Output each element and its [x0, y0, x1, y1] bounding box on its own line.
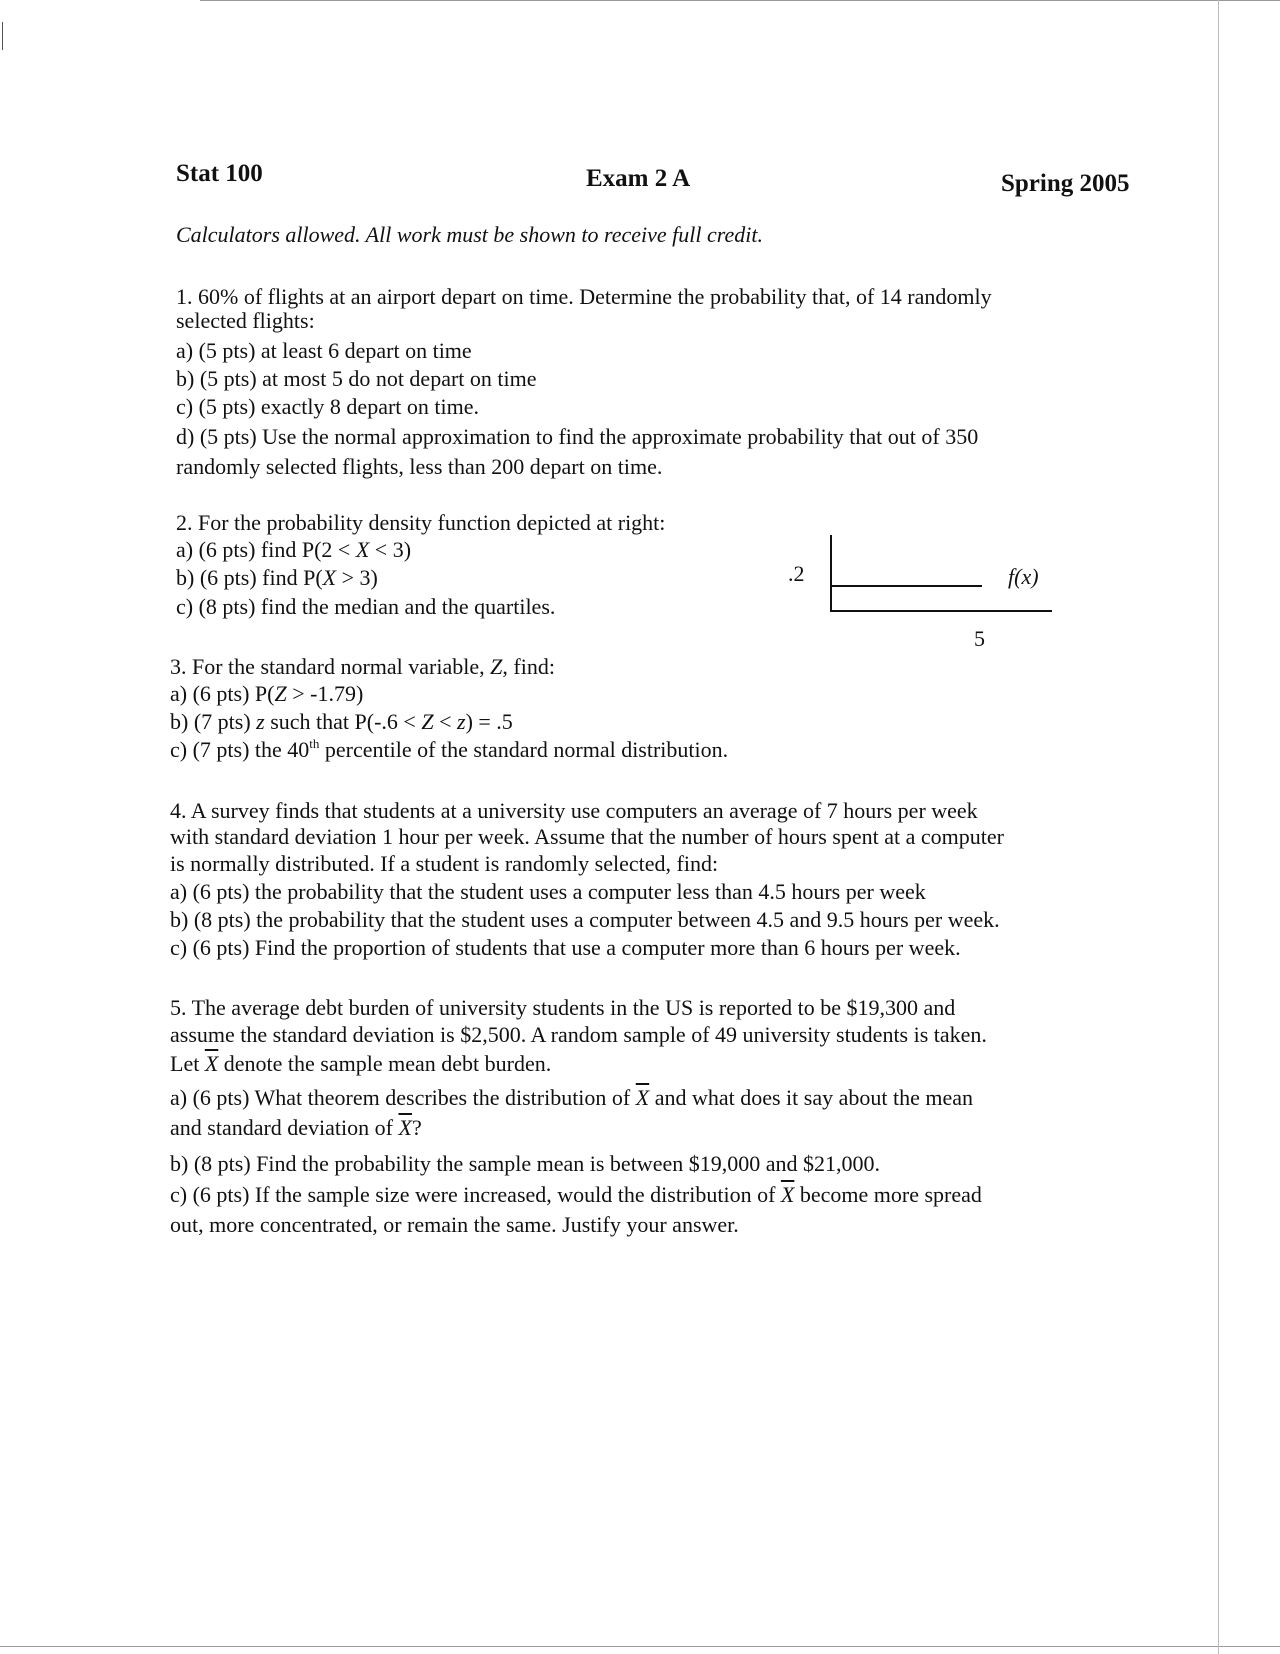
q1-stem-line-1: 1. 60% of flights at an airport depart on time. Determine the probability that, of 14 randomly [176, 284, 992, 309]
scan-mark [2, 22, 3, 50]
q5-part-a-line-2 [170, 1117, 422, 1139]
q3-b-variable-Z: Z [421, 709, 434, 734]
q5-a1-text-end: and what does it say about the mean [654, 1085, 974, 1110]
q3-stem [170, 656, 555, 678]
q2-stem: 2. For the probability density function depicted at right: [176, 510, 666, 535]
q3-stem-variable: Z [490, 654, 503, 679]
q5-stem-line-3 [170, 1053, 551, 1075]
q5-xbar-4: $\overline{X}$ [780, 1182, 795, 1207]
q3-b-variable-z: z [256, 709, 265, 734]
q2-b-text: b) (6 pts) find P( [176, 565, 323, 590]
course-title: Stat 100 [176, 160, 263, 187]
term-title: Spring 2005 [1001, 170, 1130, 197]
exam-title: Exam 2 A [586, 165, 691, 192]
q3-stem-text: 3. For the standard normal variable, [170, 654, 485, 679]
q5-part-c-line-1 [170, 1184, 982, 1206]
instructions: Calculators allowed. All work must be shown to receive full credit. [176, 222, 764, 247]
q3-b-text-mid: such that P(-.6 < [270, 709, 416, 734]
q5-c1-text-end: become more spread [799, 1182, 982, 1207]
scan-border-bottom [0, 1646, 1280, 1647]
q5-part-b: b) (8 pts) Find the probability the sample mean is between $19,000 and $21,000. [170, 1151, 880, 1176]
q2-part-c: c) (8 pts) find the median and the quartiles. [176, 594, 556, 619]
q5-a1-text: a) (6 pts) What theorem describes the distribution of [170, 1085, 631, 1110]
q1-part-b: b) (5 pts) at most 5 do not depart on time [176, 366, 537, 391]
scan-border-right [1218, 0, 1219, 1654]
q4-stem-line-2: with standard deviation 1 hour per week. Assume that the number of hours spent at a computer [170, 824, 1004, 849]
q2-a-text: a) (6 pts) find P(2 < [176, 537, 351, 562]
graph-y-axis [830, 535, 832, 612]
q2-a-variable: X [355, 537, 370, 562]
graph-function-label: f(x) [1008, 564, 1039, 589]
scan-border-top [200, 0, 1280, 1]
q5-stem-line-2: assume the standard deviation is $2,500. A random sample of 49 university students is taken. [170, 1022, 987, 1047]
q3-a-text-end: > -1.79) [292, 681, 364, 706]
q5-xbar-1: $\overline{X}$ [204, 1051, 219, 1076]
q3-c-superscript: th [309, 736, 320, 751]
graph-height-label: .2 [788, 561, 805, 586]
q3-a-variable: Z [274, 681, 287, 706]
q4-stem-line-3: is normally distributed. If a student is randomly selected, find: [170, 851, 719, 876]
graph-width-label: 5 [974, 626, 985, 651]
graph-x-axis [830, 610, 1052, 612]
q3-a-text: a) (6 pts) P( [170, 681, 275, 706]
q5-c1-text: c) (6 pts) If the sample size were increased, would the distribution of [170, 1182, 776, 1207]
q3-part-c [170, 736, 729, 762]
q3-b-variable-z-2: z [457, 709, 466, 734]
q3-c-text-end: percentile of the standard normal distribution. [324, 737, 729, 762]
q5-xbar-3: $\overline{X}$ [398, 1115, 412, 1140]
q1-part-d-line-2: randomly selected flights, less than 200 depart on time. [176, 454, 663, 479]
q2-a-text-end: < 3) [374, 537, 412, 562]
q3-stem-text-end: , find: [502, 654, 555, 679]
q5-part-c-line-2: out, more concentrated, or remain the same. Justify your answer. [170, 1212, 739, 1237]
q2-b-variable: X [322, 565, 337, 590]
q1-part-c: c) (5 pts) exactly 8 depart on time. [176, 394, 480, 419]
q4-part-a: a) (6 pts) the probability that the student uses a computer less than 4.5 hours per week [170, 879, 926, 904]
q1-part-a: a) (5 pts) at least 6 depart on time [176, 338, 472, 363]
q3-part-b [170, 711, 513, 733]
graph-density-line [832, 585, 982, 587]
q4-part-b: b) (8 pts) the probability that the student uses a computer between 4.5 and 9.5 hours per week. [170, 907, 1000, 932]
q5-stem-3-text-end: denote the sample mean debt burden. [223, 1051, 552, 1076]
q2-part-a [176, 539, 411, 561]
q5-xbar-2: $\overline{X}$ [635, 1085, 650, 1110]
q5-stem-3-text: Let [170, 1051, 200, 1076]
q1-part-d-line-1: d) (5 pts) Use the normal approximation to find the approximate probability that out of 350 [176, 424, 979, 449]
q4-stem-line-1: 4. A survey finds that students at a university use computers an average of 7 hours per week [170, 798, 978, 823]
q5-a2-text: and standard deviation of [170, 1115, 393, 1140]
q4-part-c: c) (6 pts) Find the proportion of students that use a computer more than 6 hours per week. [170, 935, 961, 960]
q2-part-b [176, 567, 378, 589]
q5-part-a-line-1 [170, 1087, 973, 1109]
q5-stem-line-1: 5. The average debt burden of university students in the US is reported to be $19,300 and [170, 995, 956, 1020]
q3-b-text-mid-2: < [439, 709, 452, 734]
q3-c-text: c) (7 pts) the 40 [170, 737, 310, 762]
q2-b-text-end: > 3) [341, 565, 378, 590]
q1-stem-line-2: selected flights: [176, 308, 315, 333]
q3-b-text: b) (7 pts) [170, 709, 251, 734]
q3-b-text-end: ) = .5 [465, 709, 513, 734]
q3-part-a [170, 683, 363, 705]
q5-a2-text-end: ? [411, 1115, 422, 1140]
